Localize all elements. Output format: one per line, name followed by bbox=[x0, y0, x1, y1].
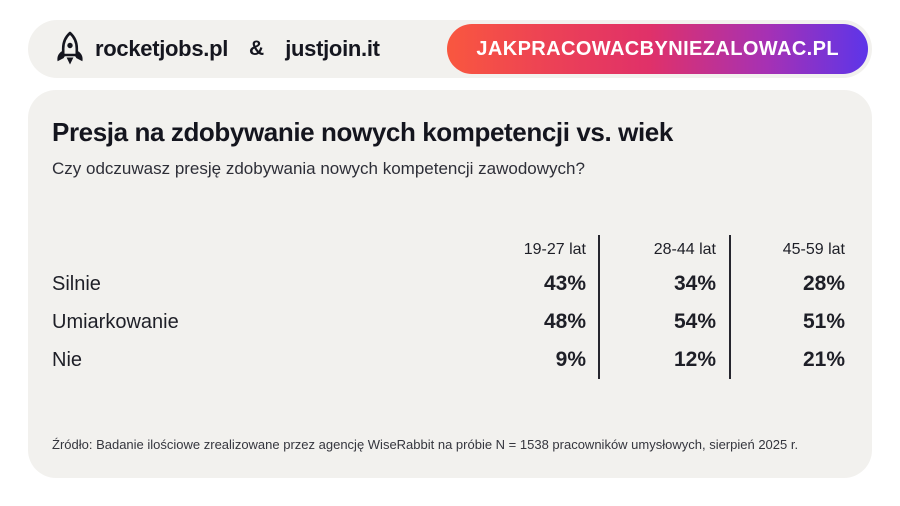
column-header-age-28-44: 28-44 lat bbox=[600, 235, 731, 265]
value-silnie-28-44: 34% bbox=[600, 265, 731, 303]
value-umiarkowanie-19-27: 48% bbox=[490, 303, 600, 341]
value-nie-28-44: 12% bbox=[600, 341, 731, 379]
table-corner-cell bbox=[52, 235, 490, 265]
brand-justjoin: justjoin.it bbox=[285, 36, 380, 61]
row-label-silnie: Silnie bbox=[52, 272, 101, 295]
source-note: Źródło: Badanie ilościowe zrealizowane przez agencję WiseRabbit na próbie N = 1538 pracowników umysłowych, sierpień 2025 r. bbox=[52, 437, 799, 452]
value-silnie-45-59: 28% bbox=[802, 272, 845, 295]
column-header-age-45-59: 45-59 lat bbox=[782, 241, 845, 258]
brand-logo[interactable] bbox=[54, 31, 380, 67]
value-nie-45-59: 21% bbox=[802, 348, 845, 371]
row-label-umiarkowanie: Umiarkowanie bbox=[52, 310, 179, 333]
value-nie-19-27: 9% bbox=[490, 341, 600, 379]
campaign-cta-button[interactable] bbox=[447, 24, 868, 74]
value-umiarkowanie-28-44: 54% bbox=[600, 303, 731, 341]
infographic-card bbox=[28, 90, 872, 478]
column-header-age-19-27: 19-27 lat bbox=[490, 235, 600, 265]
brand-rocketjobs: rocketjobs.pl bbox=[95, 36, 229, 61]
rocket-icon bbox=[54, 31, 86, 67]
brand-separator: & bbox=[249, 37, 265, 60]
value-umiarkowanie-45-59: 51% bbox=[802, 310, 845, 333]
row-label-nie: Nie bbox=[52, 348, 83, 371]
value-silnie-19-27: 43% bbox=[490, 265, 600, 303]
data-table bbox=[52, 235, 848, 379]
header-bar bbox=[28, 20, 872, 78]
campaign-cta-label: JAKPRACOWACBYNIEZALOWAC.PL bbox=[476, 37, 839, 60]
page-title: Presja na zdobywanie nowych kompetencji vs. wiek bbox=[52, 117, 673, 147]
survey-question: Czy odczuwasz presję zdobywania nowych kompetencji zawodowych? bbox=[52, 159, 585, 178]
